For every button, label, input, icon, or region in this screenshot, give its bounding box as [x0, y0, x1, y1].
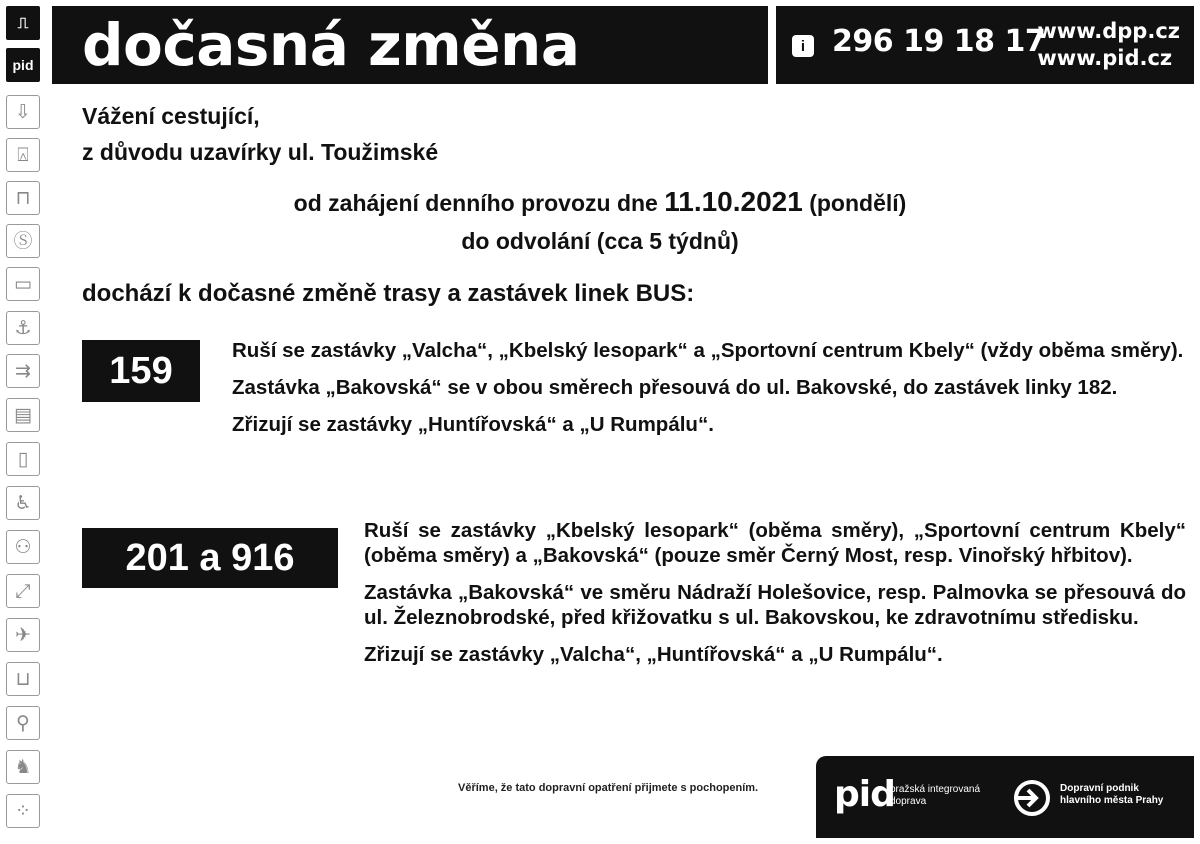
line-159-changes [232, 338, 1186, 449]
intro-text: dochází k dočasné změně trasy a zastávek linek BUS: [82, 280, 695, 307]
dpp-caption-line-1: Dopravní podnik [1060, 783, 1139, 794]
metro-icon: ⇩ [6, 95, 40, 129]
start-date: 11.10.2021 [664, 186, 803, 217]
stroller-icon: ⊔ [6, 662, 40, 696]
ferry-icon: ⚓ [6, 311, 40, 345]
phone-number: 296 19 18 17 [832, 24, 1046, 59]
title-bar [52, 6, 768, 84]
greeting-line-2: z důvodu uzavírky ul. Toužimské [82, 139, 439, 165]
icon-strip [0, 0, 46, 844]
line-159-paragraph: Ruší se zastávky „Valcha“, „Kbelský lesopark“ a „Sportovní centrum Kbely“ (vždy oběma směry). [232, 339, 1184, 362]
dog-icon: ♞ [6, 750, 40, 784]
line-badge-201-916: 201 a 916 [82, 528, 338, 588]
pid-logo: pid [834, 774, 895, 815]
start-weekday: (pondělí) [809, 190, 907, 216]
line-159-paragraph: Zastávka „Bakovská“ se v obou směrech přesouvá do ul. Bakovské, do zastávek linky 182. [232, 376, 1118, 399]
pid-caption-line-2: doprava [890, 796, 927, 807]
pid-caption [890, 784, 1000, 808]
line-159-paragraph: Zřizují se zastávky „Huntířovská“ a „U Rumpálu“. [232, 413, 714, 436]
line-201-916-paragraph: Zřizují se zastávky „Valcha“, „Huntířovská“ a „U Rumpálu“. [364, 643, 943, 666]
family-icon: ⚇ [6, 530, 40, 564]
dpp-caption [1060, 783, 1190, 807]
pid-logo-icon: pid [6, 48, 40, 82]
tram-icon: ⍓ [6, 138, 40, 172]
dpp-caption-line-2: hlavního města Prahy [1060, 795, 1164, 806]
airport-icon: ✈ [6, 618, 40, 652]
ticket-icon: ⇉ [6, 354, 40, 388]
escalator-icon: ⤢ [6, 574, 40, 608]
line-201-916-paragraph: Ruší se zastávky „Kbelský lesopark“ (oběma směry), „Sportovní centrum Kbely“ (oběma směry) a „Bakovská“ (pouze směr Černý Most, resp. Vinořský hřbitov). [364, 519, 1186, 567]
pid-url-link[interactable]: www.pid.cz [1037, 46, 1173, 70]
wheelchair-icon: ♿ [6, 486, 40, 520]
pid-caption-line-1: pražská integrovaná [890, 784, 981, 795]
bicycle-icon: ⚲ [6, 706, 40, 740]
greeting-line-1: Vážení cestující, [82, 103, 260, 129]
s-train-icon: Ⓢ [6, 224, 40, 258]
cable-car-icon: ▭ [6, 267, 40, 301]
dpp-logo-icon: ⎍ [6, 6, 40, 40]
date-line-1 [0, 186, 1200, 218]
bus-icon: ⊓ [6, 181, 40, 215]
sms-ticket-icon: ▯ [6, 442, 40, 476]
walking-icon: ⁘ [6, 794, 40, 828]
date-line-2: do odvolání (cca 5 týdnů) [461, 228, 739, 254]
dpp-emblem-icon [1014, 780, 1050, 816]
thanks-note: Věříme, že tato dopravní opatření přijmete s pochopením. [458, 782, 759, 794]
line-201-916-paragraph: Zastávka „Bakovská“ ve směru Nádraží Holešovice, resp. Palmovka se přesouvá do ul. Železnobrodské, před křižovatku s ul. Bakovskou, ke zdravotnímu středisku. [364, 581, 1186, 629]
greeting [82, 98, 438, 170]
line-badge-159: 159 [82, 340, 200, 402]
line-201-916-changes [364, 518, 1186, 679]
info-phone-icon: i [792, 35, 814, 57]
info-board-icon: ▤ [6, 398, 40, 432]
page-title: dočasná změna [82, 11, 580, 79]
footer-logos [816, 756, 1194, 838]
date-prefix: od zahájení denního provozu dne [293, 190, 658, 216]
contact-bar [776, 6, 1194, 84]
web-links [1037, 18, 1180, 72]
dpp-url-link[interactable]: www.dpp.cz [1037, 19, 1180, 43]
